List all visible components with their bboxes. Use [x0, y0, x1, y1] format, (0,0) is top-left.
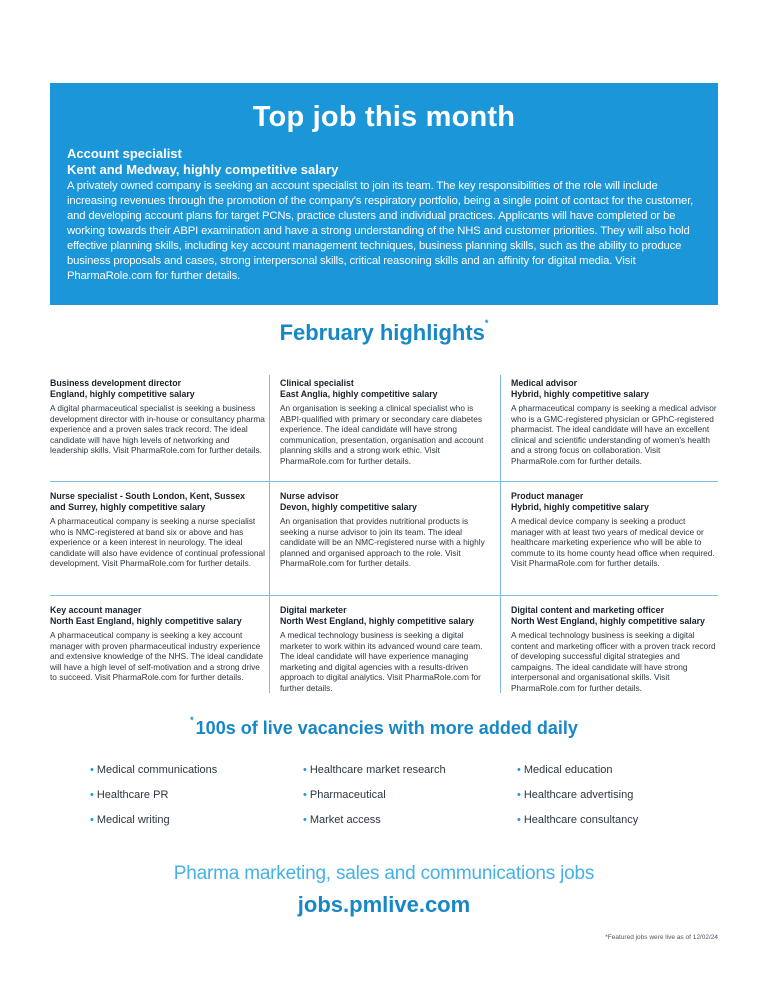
job-description: A medical technology business is seeking a digital marketer to work within its advanced wound care team. The ideal candidate will have experience managing marketing and digital agencies with a results-driven approach to digital analytics. Visit PharmaRole.com for further details. — [280, 630, 483, 693]
job-description: A digital pharmaceutical specialist is seeking a business development director with in-house or consultancy pharma experience and a proven sales track record. The ideal candidate will have high levels of networking and leadership skills. Visit PharmaRole.com for further details. — [50, 403, 265, 456]
job-description: A medical device company is seeking a product manager with at least two years of medical device or healthcare marketing experience who will be able to commute to its home county head office when required. Visit PharmaRole.com for further details. — [511, 516, 715, 569]
highlights-grid — [50, 375, 718, 693]
vacancies-heading-text: 100s of live vacancies with more added daily — [195, 718, 578, 738]
category-item[interactable] — [90, 814, 170, 826]
job-description: A pharmaceutical company is seeking a medical advisor who is a GMC-registered physician or GPhC-registered pharmacist. The ideal candidate will have an excellent clinical and scientific understanding of women's health and a strong focus on collaboration. Visit PharmaRole.com for further details. — [511, 403, 717, 466]
highlights-heading-text: February highlights — [279, 320, 485, 345]
category-label: Healthcare advertising — [523, 789, 634, 801]
category-item[interactable] — [517, 789, 633, 801]
job-title: Digital content and marketing officer — [511, 605, 664, 615]
job-location: North West England, highly competitive salary — [280, 616, 474, 626]
category-label: Healthcare consultancy — [523, 814, 639, 826]
category-label: Pharmaceutical — [309, 789, 386, 801]
job-title: Business development director — [50, 378, 182, 388]
job-description: An organisation that provides nutritional products is seeking a nurse advisor to join its team. The ideal candidate will be an NMC-registered nurse with a highly planned and organised approach to the role. Visit PharmaRole.com for further details. — [280, 516, 485, 569]
job-card[interactable] — [50, 604, 265, 708]
bullet-icon: • — [517, 764, 521, 776]
job-location: Devon, highly competitive salary — [280, 502, 417, 512]
category-label: Healthcare market research — [309, 764, 446, 776]
footnote: *Featured jobs were live as of 12/02/24 — [605, 934, 718, 941]
job-card[interactable] — [50, 377, 265, 481]
bullet-icon: • — [90, 764, 94, 776]
category-item[interactable] — [303, 764, 446, 776]
category-label: Medical communications — [96, 764, 218, 776]
category-label: Healthcare PR — [96, 789, 169, 801]
category-label: Medical writing — [96, 814, 170, 826]
top-job-panel — [50, 83, 718, 305]
job-description: An organisation is seeking a clinical specialist who is ABPI-qualified with primary or secondary care diabetes experience. The ideal candidate will have strong communication, presentation, organisation and account planning skills and a strong work ethic. Visit PharmaRole.com for further details. — [280, 403, 484, 466]
job-location: Hybrid, highly competitive salary — [511, 389, 649, 399]
job-card[interactable] — [280, 604, 495, 708]
category-item[interactable] — [517, 814, 638, 826]
job-card[interactable] — [511, 490, 718, 594]
tagline: Pharma marketing, sales and communications jobs — [173, 863, 595, 884]
job-location: Hybrid, highly competitive salary — [511, 502, 649, 512]
bullet-icon: • — [303, 789, 307, 801]
job-card[interactable] — [280, 377, 495, 481]
website-link[interactable]: jobs.pmlive.com — [297, 892, 471, 917]
grid-divider-vertical — [500, 375, 501, 693]
grid-divider-vertical — [269, 375, 270, 693]
vacancies-footnote-marker: * — [190, 715, 194, 725]
job-card[interactable] — [511, 604, 718, 708]
job-location: North East England, highly competitive salary — [50, 616, 242, 626]
job-location: and Surrey, highly competitive salary — [50, 502, 206, 512]
job-title: Nurse advisor — [280, 491, 339, 501]
job-title: Clinical specialist — [280, 378, 354, 388]
category-label: Market access — [309, 814, 381, 826]
job-title: Digital marketer — [280, 605, 347, 615]
top-job-heading: Top job this month — [252, 101, 516, 133]
job-description: A pharmaceutical company is seeking a key account manager with proven pharmaceutical industry experience and extensive knowledge of the NHS. The ideal candidate will have a high level of self-motivation and a strong drive to succeed. Visit PharmaRole.com for further details. — [50, 630, 263, 683]
category-item[interactable] — [90, 789, 168, 801]
job-location: North West England, highly competitive salary — [511, 616, 705, 626]
top-job-description: A privately owned company is seeking an account specialist to join its team. The key responsibilities of the role will include increasing revenues through the promotion of the company's respiratory portfolio, being a single point of contact for the customer, and developing account plans for target PCNs, practice clusters and individual practices. Applicants will have completed or be working towards their ABPI examination and have a strong understanding of the NHS and customer priorities. They will also hold effective planning skills, including key account management techniques, business planning skills, such as the ability to produce business proposals and cases, strong interpersonal skills, critical reasoning skills and an affinity for digital media. Visit PharmaRole.com for further details. — [67, 180, 694, 282]
category-label: Medical education — [523, 764, 613, 776]
job-title: Medical advisor — [511, 378, 578, 388]
job-card[interactable] — [280, 490, 495, 594]
job-location: East Anglia, highly competitive salary — [280, 389, 438, 399]
job-description: A medical technology business is seeking a digital content and marketing officer with a proven track record of developing successful digital strategies and campaigns. The ideal candidate will have strong interpersonal and organisational skills. Visit PharmaRole.com for further details. — [511, 630, 716, 693]
job-location: England, highly competitive salary — [50, 389, 195, 399]
vacancies-heading — [0, 715, 768, 739]
category-item[interactable] — [303, 814, 381, 826]
job-card[interactable] — [511, 377, 718, 481]
highlights-footnote-marker: * — [484, 318, 489, 328]
category-item[interactable] — [517, 764, 613, 776]
bullet-icon: • — [303, 764, 307, 776]
job-title: Nurse specialist - South London, Kent, Sussex — [50, 491, 246, 501]
bullet-icon: • — [303, 814, 307, 826]
bullet-icon: • — [517, 814, 521, 826]
category-item[interactable] — [303, 789, 386, 801]
grid-divider-horizontal — [50, 595, 718, 596]
bullet-icon: • — [90, 789, 94, 801]
highlights-heading — [0, 320, 768, 346]
top-job-location: Kent and Medway, highly competitive salary — [67, 162, 339, 177]
job-card[interactable] — [50, 490, 265, 594]
job-description: A pharmaceutical company is seeking a nurse specialist who is NMC-registered at band six or above and has experience or a keen interest in neurology. The ideal candidate will also have evidence of continual professional development. Visit PharmaRole.com for further details. — [50, 516, 265, 569]
bullet-icon: • — [90, 814, 94, 826]
category-item[interactable] — [90, 764, 217, 776]
bullet-icon: • — [517, 789, 521, 801]
job-title: Key account manager — [50, 605, 142, 615]
job-title: Product manager — [511, 491, 584, 501]
grid-divider-horizontal — [50, 481, 718, 482]
top-job-role: Account specialist — [67, 146, 182, 161]
